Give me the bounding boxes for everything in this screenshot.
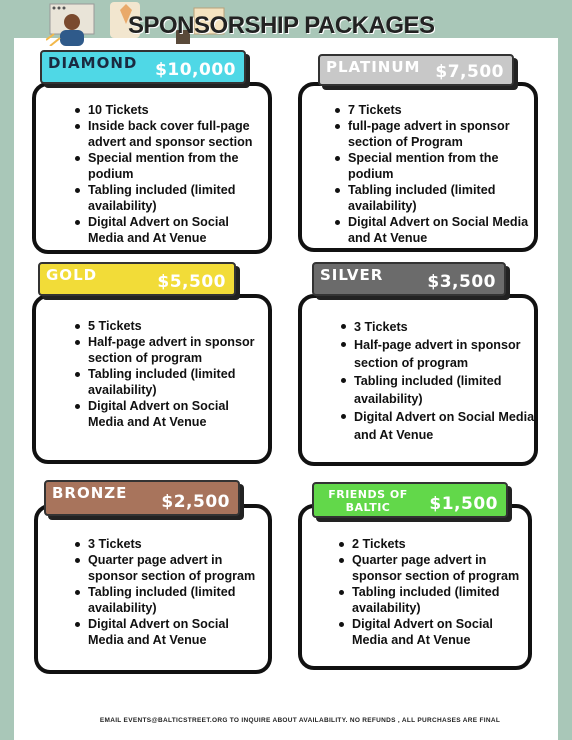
friends-benefits-list — [336, 536, 530, 648]
list-item: Tabling included (limited availability) — [332, 182, 536, 214]
silver-benefits-list — [338, 318, 536, 444]
silver-tier-name: SILVER — [320, 266, 384, 284]
list-item: Special mention from the podium — [332, 150, 536, 182]
friends-package-card — [298, 504, 532, 670]
bronze-tier-name: BRONZE — [52, 484, 128, 502]
list-item: Tabling included (limited availability) — [72, 182, 268, 214]
list-item: 2 Tickets — [336, 536, 530, 552]
list-item: Digital Advert on Social Media and At Venue — [332, 214, 536, 246]
diamond-tier-name: DIAMOND — [48, 54, 138, 72]
list-item: Inside back cover full-page advert and sponsor section — [72, 118, 268, 150]
gold-benefits-list — [72, 318, 268, 430]
list-item: Digital Advert on Social Media and At Venue — [72, 214, 268, 246]
gold-label — [38, 262, 236, 296]
platinum-label — [318, 54, 514, 86]
platinum-tier-name: PLATINUM — [326, 58, 421, 76]
list-item: Tabling included (limited availability) — [72, 584, 268, 616]
diamond-benefits-list — [72, 102, 268, 246]
list-item: Special mention from the podium — [72, 150, 268, 182]
list-item: 7 Tickets — [332, 102, 536, 118]
list-item: full-page advert in sponsor section of Program — [332, 118, 536, 150]
page-title: SPONSORSHIP PACKAGES — [128, 12, 435, 39]
list-item: Digital Advert on Social Media and At Venue — [72, 398, 268, 430]
list-item: Digital Advert on Social Media and At Venue — [338, 408, 536, 444]
platinum-benefits-list — [332, 102, 536, 246]
gold-price: $5,500 — [157, 272, 226, 292]
list-item: 3 Tickets — [338, 318, 536, 336]
list-item: Quarter page advert in sponsor section of program — [72, 552, 268, 584]
diamond-label — [40, 50, 246, 84]
list-item: Quarter page advert in sponsor section of program — [336, 552, 530, 584]
bronze-label — [44, 480, 240, 516]
diamond-price: $10,000 — [155, 60, 236, 80]
gold-package-card — [32, 294, 272, 464]
silver-price: $3,500 — [427, 272, 496, 292]
friends-tier-name: FRIENDS OF BALTIC — [328, 488, 408, 514]
list-item: Tabling included (limited availability) — [72, 366, 268, 398]
bronze-benefits-list — [72, 536, 268, 648]
list-item: Digital Advert on Social Media and At Venue — [336, 616, 530, 648]
silver-label — [312, 262, 506, 296]
list-item: Half-page advert in sponsor section of program — [72, 334, 268, 366]
friends-label — [312, 482, 508, 518]
platinum-package-card — [298, 82, 538, 252]
list-item: 5 Tickets — [72, 318, 268, 334]
silver-package-card — [298, 294, 538, 466]
bronze-package-card — [34, 504, 272, 674]
diamond-package-card — [32, 82, 272, 254]
footer-note: EMAIL EVENTS@BALTICSTREET.ORG TO INQUIRE ABOUT AVAILABILITY. NO REFUNDS , ALL PURCHASES ARE FINAL — [99, 717, 501, 724]
list-item: 3 Tickets — [72, 536, 268, 552]
list-item: Half-page advert in sponsor section of program — [338, 336, 536, 372]
bronze-price: $2,500 — [161, 492, 230, 512]
list-item: Digital Advert on Social Media and At Venue — [72, 616, 268, 648]
friends-price: $1,500 — [429, 494, 498, 514]
list-item: Tabling included (limited availability) — [336, 584, 530, 616]
gold-tier-name: GOLD — [46, 266, 98, 284]
list-item: Tabling included (limited availability) — [338, 372, 536, 408]
platinum-price: $7,500 — [435, 62, 504, 82]
list-item: 10 Tickets — [72, 102, 268, 118]
